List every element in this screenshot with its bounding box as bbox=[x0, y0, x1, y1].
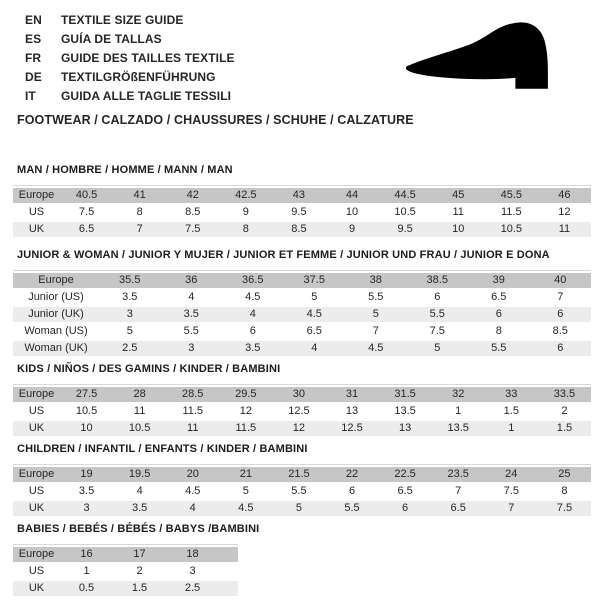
size-section-man bbox=[13, 164, 591, 239]
size-value: 13 bbox=[379, 421, 432, 436]
size-value: 10 bbox=[432, 222, 485, 237]
size-value: 19 bbox=[60, 467, 113, 482]
size-value: 32 bbox=[432, 387, 485, 402]
size-value: 33 bbox=[485, 387, 538, 402]
size-value: 18 bbox=[166, 547, 219, 562]
size-value: 4 bbox=[166, 501, 219, 516]
size-value: 4.5 bbox=[219, 501, 272, 516]
language-code: EN bbox=[25, 13, 42, 27]
row-label: UK bbox=[13, 222, 60, 237]
size-value: 7 bbox=[345, 324, 407, 339]
table-row-man-europe bbox=[13, 188, 591, 203]
table-row-kids-uk bbox=[13, 421, 591, 436]
size-value: 7 bbox=[432, 484, 485, 499]
table-row-children-us bbox=[13, 484, 591, 499]
size-value: 1 bbox=[60, 564, 113, 579]
size-value: 31 bbox=[325, 387, 378, 402]
size-value: 12 bbox=[219, 404, 272, 419]
row-label: Junior (US) bbox=[13, 290, 99, 305]
size-value: 12.5 bbox=[272, 404, 325, 419]
size-value: 44.5 bbox=[379, 188, 432, 203]
filler-cell bbox=[219, 564, 238, 579]
size-value: 3 bbox=[161, 341, 223, 356]
size-table-kids bbox=[13, 385, 591, 438]
size-value: 1 bbox=[432, 404, 485, 419]
section-title-kids: KIDS / NIÑOS / DES GAMINS / KINDER / BAMBINI bbox=[17, 363, 281, 375]
size-value: 9 bbox=[219, 205, 272, 220]
size-section-junior-woman bbox=[13, 249, 591, 358]
size-value: 1.5 bbox=[538, 421, 591, 436]
size-value: 44 bbox=[325, 188, 378, 203]
size-value: 12.5 bbox=[325, 421, 378, 436]
language-code: ES bbox=[25, 32, 42, 46]
size-value: 3 bbox=[166, 564, 219, 579]
language-row-de bbox=[25, 68, 235, 87]
size-value: 11 bbox=[538, 222, 591, 237]
size-value: 29.5 bbox=[219, 387, 272, 402]
table-row-junior-woman-woman-uk bbox=[13, 341, 591, 356]
size-value: 3 bbox=[60, 501, 113, 516]
size-value: 8 bbox=[219, 222, 272, 237]
size-value: 46 bbox=[538, 188, 591, 203]
size-value: 5.5 bbox=[468, 341, 530, 356]
size-value: 5.5 bbox=[272, 484, 325, 499]
size-value: 8 bbox=[113, 205, 166, 220]
size-value: 3.5 bbox=[99, 290, 161, 305]
size-value: 10.5 bbox=[113, 421, 166, 436]
size-value: 2 bbox=[538, 404, 591, 419]
table-row-babies-europe bbox=[13, 547, 238, 562]
size-value: 30 bbox=[272, 387, 325, 402]
size-value: 36 bbox=[161, 273, 223, 288]
row-label: Woman (UK) bbox=[13, 341, 99, 356]
size-value: 27.5 bbox=[60, 387, 113, 402]
size-value: 5 bbox=[407, 341, 469, 356]
size-value: 3 bbox=[99, 307, 161, 322]
size-value: 6.5 bbox=[468, 290, 530, 305]
size-section-children bbox=[13, 443, 591, 518]
size-value: 39 bbox=[468, 273, 530, 288]
table-row-children-europe bbox=[13, 467, 591, 482]
size-value: 7.5 bbox=[407, 324, 469, 339]
size-value: 5.5 bbox=[161, 324, 223, 339]
size-value: 4 bbox=[284, 341, 346, 356]
size-section-kids bbox=[13, 363, 591, 438]
size-value: 11.5 bbox=[219, 421, 272, 436]
size-value: 3.5 bbox=[113, 501, 166, 516]
size-value: 25 bbox=[538, 467, 591, 482]
size-value: 45 bbox=[432, 188, 485, 203]
size-value: 10.5 bbox=[379, 205, 432, 220]
size-value: 22 bbox=[325, 467, 378, 482]
size-value: 13.5 bbox=[379, 404, 432, 419]
size-table-man bbox=[13, 186, 591, 239]
size-value: 9.5 bbox=[379, 222, 432, 237]
size-table-junior-woman bbox=[13, 271, 591, 358]
size-value: 10 bbox=[60, 421, 113, 436]
section-title-junior-woman: JUNIOR & WOMAN / JUNIOR Y MUJER / JUNIOR ET FEMME / JUNIOR UND FRAU / JUNIOR E DONA bbox=[17, 249, 550, 261]
size-value: 38 bbox=[345, 273, 407, 288]
size-value: 21.5 bbox=[272, 467, 325, 482]
size-value: 17 bbox=[113, 547, 166, 562]
row-label: UK bbox=[13, 421, 60, 436]
size-value: 11 bbox=[432, 205, 485, 220]
size-value: 22.5 bbox=[379, 467, 432, 482]
language-text: GUÍA DE TALLAS bbox=[61, 32, 162, 46]
table-row-babies-us bbox=[13, 564, 238, 579]
filler-cell bbox=[219, 581, 238, 596]
size-value: 7.5 bbox=[485, 484, 538, 499]
size-value: 7.5 bbox=[538, 501, 591, 516]
row-label: Junior (UK) bbox=[13, 307, 99, 322]
size-value: 6.5 bbox=[379, 484, 432, 499]
size-value: 4.5 bbox=[284, 307, 346, 322]
size-value: 21 bbox=[219, 467, 272, 482]
table-row-kids-europe bbox=[13, 387, 591, 402]
size-value: 12 bbox=[538, 205, 591, 220]
size-value: 3.5 bbox=[161, 307, 223, 322]
language-text: GUIDE DES TAILLES TEXTILE bbox=[61, 51, 235, 65]
table-row-junior-woman-europe bbox=[13, 273, 591, 288]
size-value: 38.5 bbox=[407, 273, 469, 288]
size-value: 6 bbox=[530, 307, 592, 322]
size-value: 10.5 bbox=[485, 222, 538, 237]
size-value: 23.5 bbox=[432, 467, 485, 482]
size-value: 5 bbox=[284, 290, 346, 305]
size-value: 6 bbox=[468, 307, 530, 322]
size-value: 1.5 bbox=[113, 581, 166, 596]
size-value: 10.5 bbox=[60, 404, 113, 419]
language-code: DE bbox=[25, 70, 42, 84]
size-value: 4.5 bbox=[166, 484, 219, 499]
size-value: 5.5 bbox=[325, 501, 378, 516]
size-value: 42.5 bbox=[219, 188, 272, 203]
size-value: 8 bbox=[468, 324, 530, 339]
table-row-babies-uk bbox=[13, 581, 238, 596]
table-row-junior-woman-woman-us bbox=[13, 324, 591, 339]
language-code: FR bbox=[25, 51, 42, 65]
size-value: 6.5 bbox=[284, 324, 346, 339]
size-value: 28.5 bbox=[166, 387, 219, 402]
size-value: 4 bbox=[113, 484, 166, 499]
table-row-junior-woman-junior-uk bbox=[13, 307, 591, 322]
language-row-es bbox=[25, 30, 235, 49]
size-value: 0.5 bbox=[60, 581, 113, 596]
size-value: 8.5 bbox=[272, 222, 325, 237]
shoe-icon-path bbox=[406, 22, 548, 88]
size-value: 1.5 bbox=[485, 404, 538, 419]
size-value: 2.5 bbox=[99, 341, 161, 356]
size-value: 20 bbox=[166, 467, 219, 482]
size-value: 2.5 bbox=[166, 581, 219, 596]
size-value: 8 bbox=[538, 484, 591, 499]
size-table-babies bbox=[13, 545, 238, 598]
row-label: US bbox=[13, 564, 60, 579]
size-value: 16 bbox=[60, 547, 113, 562]
row-label: UK bbox=[13, 581, 60, 596]
size-value: 40 bbox=[530, 273, 592, 288]
section-title-children: CHILDREN / INFANTIL / ENFANTS / KINDER / BAMBINI bbox=[17, 443, 308, 455]
size-value: 4 bbox=[222, 307, 284, 322]
row-label: Europe bbox=[13, 547, 60, 562]
row-label: Europe bbox=[13, 188, 60, 203]
section-title-man: MAN / HOMBRE / HOMME / MANN / MAN bbox=[17, 164, 233, 176]
size-value: 5 bbox=[345, 307, 407, 322]
size-value: 19.5 bbox=[113, 467, 166, 482]
size-value: 9 bbox=[325, 222, 378, 237]
size-value: 8.5 bbox=[166, 205, 219, 220]
language-text: TEXTILE SIZE GUIDE bbox=[61, 13, 184, 27]
row-label: US bbox=[13, 205, 60, 220]
size-value: 4 bbox=[161, 290, 223, 305]
row-label: Woman (US) bbox=[13, 324, 99, 339]
size-value: 4.5 bbox=[345, 341, 407, 356]
size-value: 6 bbox=[379, 501, 432, 516]
table-row-junior-woman-junior-us bbox=[13, 290, 591, 305]
row-label: Europe bbox=[13, 273, 99, 288]
table-row-man-uk bbox=[13, 222, 591, 237]
size-value: 33.5 bbox=[538, 387, 591, 402]
table-row-children-uk bbox=[13, 501, 591, 516]
size-value: 9.5 bbox=[272, 205, 325, 220]
size-value: 42 bbox=[166, 188, 219, 203]
language-text: GUIDA ALLE TAGLIE TESSILI bbox=[61, 89, 232, 103]
size-value: 5 bbox=[272, 501, 325, 516]
size-value: 36.5 bbox=[222, 273, 284, 288]
size-value: 41 bbox=[113, 188, 166, 203]
size-value: 3.5 bbox=[222, 341, 284, 356]
size-value: 6.5 bbox=[432, 501, 485, 516]
section-title-babies: BABIES / BEBÉS / BÉBÉS / BABYS /BAMBINI bbox=[17, 523, 260, 535]
language-header bbox=[25, 11, 235, 106]
size-value: 13.5 bbox=[432, 421, 485, 436]
size-value: 24 bbox=[485, 467, 538, 482]
language-row-it bbox=[25, 87, 235, 106]
size-value: 37.5 bbox=[284, 273, 346, 288]
size-value: 7 bbox=[530, 290, 592, 305]
size-value: 45.5 bbox=[485, 188, 538, 203]
size-value: 11.5 bbox=[485, 205, 538, 220]
language-row-fr bbox=[25, 49, 235, 68]
size-value: 7 bbox=[485, 501, 538, 516]
row-label: Europe bbox=[13, 467, 60, 482]
size-value: 11.5 bbox=[166, 404, 219, 419]
filler-cell bbox=[219, 547, 238, 562]
size-value: 6.5 bbox=[60, 222, 113, 237]
row-label: UK bbox=[13, 501, 60, 516]
size-value: 5 bbox=[219, 484, 272, 499]
size-value: 7.5 bbox=[166, 222, 219, 237]
size-value: 6 bbox=[222, 324, 284, 339]
language-text: TEXTILGRÖßENFÜHRUNG bbox=[61, 70, 216, 84]
size-value: 43 bbox=[272, 188, 325, 203]
size-value: 5 bbox=[99, 324, 161, 339]
size-value: 35.5 bbox=[99, 273, 161, 288]
size-value: 3.5 bbox=[60, 484, 113, 499]
size-value: 10 bbox=[325, 205, 378, 220]
shoe-icon bbox=[393, 20, 571, 100]
row-label: US bbox=[13, 484, 60, 499]
size-value: 4.5 bbox=[222, 290, 284, 305]
size-value: 5.5 bbox=[407, 307, 469, 322]
size-value: 6 bbox=[530, 341, 592, 356]
row-label: Europe bbox=[13, 387, 60, 402]
size-value: 7.5 bbox=[60, 205, 113, 220]
table-row-kids-us bbox=[13, 404, 591, 419]
size-value: 11 bbox=[113, 404, 166, 419]
size-value: 5.5 bbox=[345, 290, 407, 305]
size-value: 6 bbox=[325, 484, 378, 499]
size-value: 31.5 bbox=[379, 387, 432, 402]
size-section-babies bbox=[13, 523, 259, 598]
size-value: 8.5 bbox=[530, 324, 592, 339]
size-value: 12 bbox=[272, 421, 325, 436]
language-code: IT bbox=[25, 89, 36, 103]
size-value: 40.5 bbox=[60, 188, 113, 203]
table-row-man-us bbox=[13, 205, 591, 220]
language-row-en bbox=[25, 11, 235, 30]
size-table-children bbox=[13, 465, 591, 518]
size-value: 11 bbox=[166, 421, 219, 436]
row-label: US bbox=[13, 404, 60, 419]
size-value: 2 bbox=[113, 564, 166, 579]
size-value: 6 bbox=[407, 290, 469, 305]
size-value: 7 bbox=[113, 222, 166, 237]
size-value: 28 bbox=[113, 387, 166, 402]
size-value: 13 bbox=[325, 404, 378, 419]
size-value: 1 bbox=[485, 421, 538, 436]
category-title: FOOTWEAR / CALZADO / CHAUSSURES / SCHUHE / CALZATURE bbox=[17, 113, 414, 127]
